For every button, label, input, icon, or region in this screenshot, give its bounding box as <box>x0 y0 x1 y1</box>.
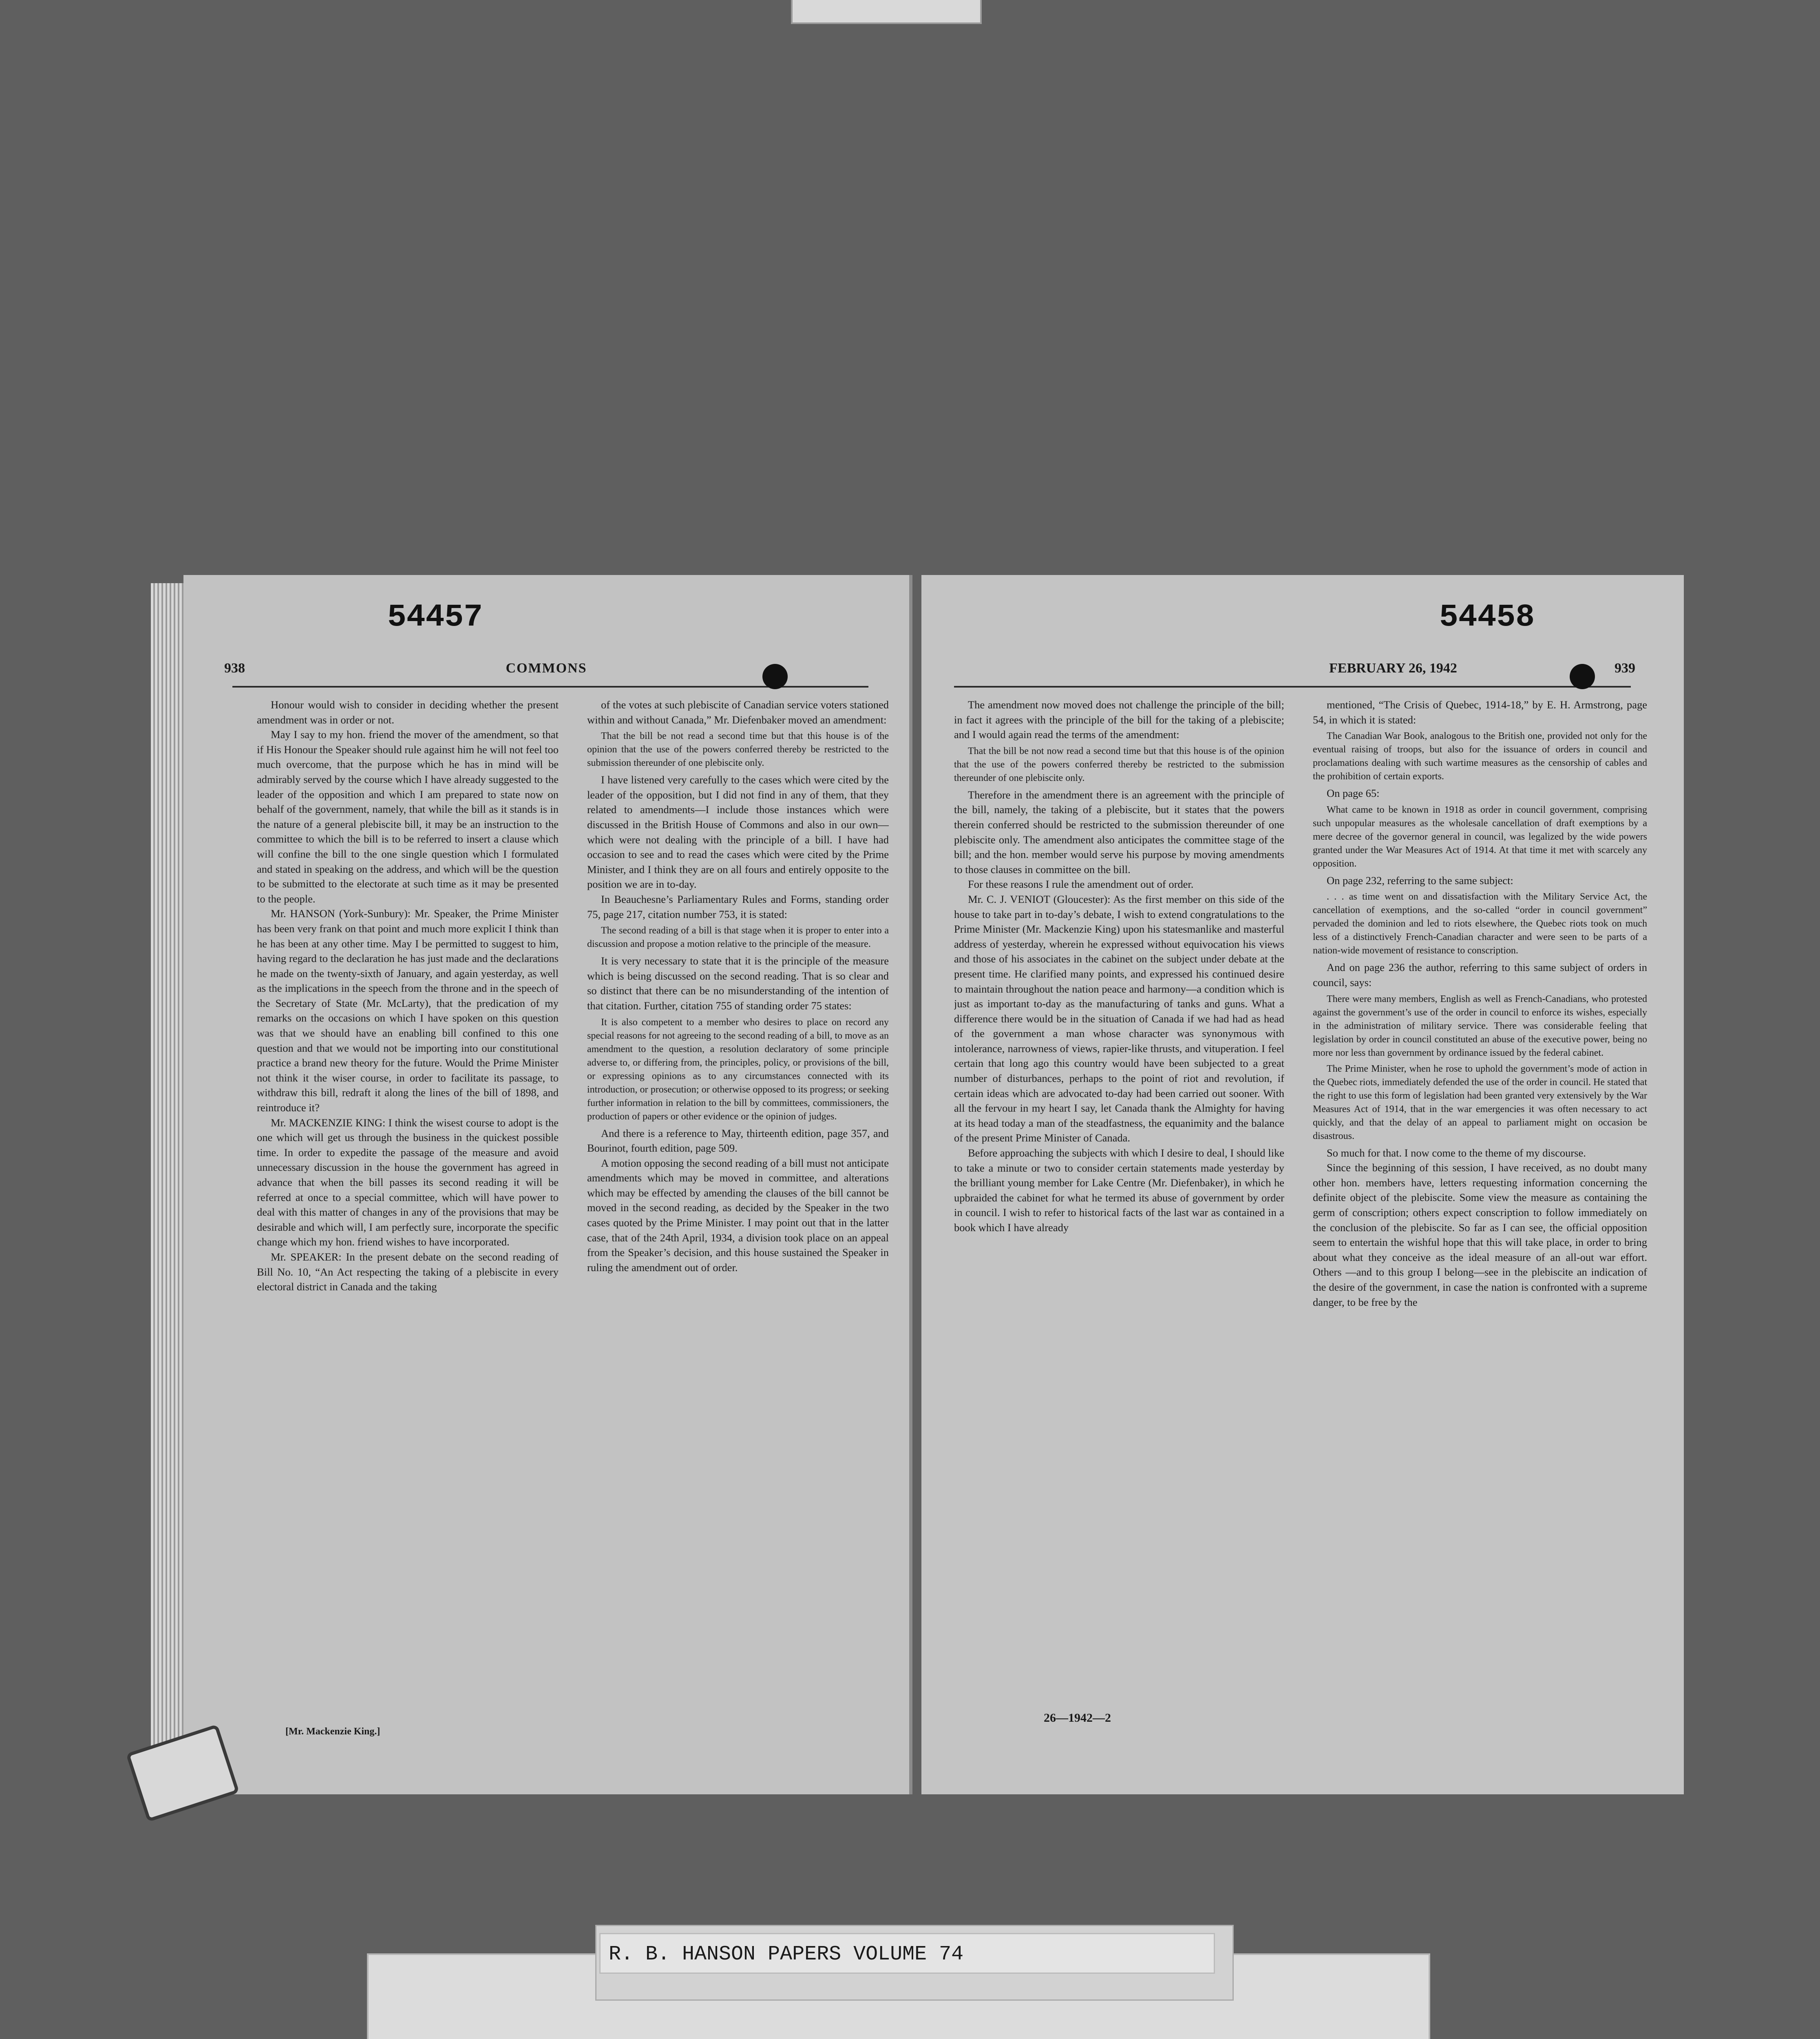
right-header: FEBRUARY 26, 1942 <box>1329 661 1457 676</box>
paragraph: It is also competent to a member who desires to place on record any special reasons for not agreeing to the second reading of a bill, to move as an amendment to the question, a resolution declaratory of some principle adverse to, or differing from, the principles, policy, or provisions of the bill, or expressing opinions as to any circumstances connected with its introduction, or prosecution; or otherwise opposed to its progress; or seeking further information in relation to the bill by committees, commissioners, the production of papers or other evidence or the opinion of judges. <box>587 1017 889 1122</box>
paragraph: The amendment now moved does not challenge the principle of the bill; in fact it agrees with the principle of the bill for the taking of a plebiscite; and I would again read the terms of the amendment: <box>954 699 1284 741</box>
volume-label: R. B. HANSON PAPERS VOLUME 74 <box>599 1933 1215 1974</box>
left-running-head <box>183 661 909 685</box>
paragraph: It is very necessary to state that it is the principle of the measure which is being discussed on the second reading. That is so clear and so distinct that there can be no misunderstanding of the intention of that citation. Further, citation 755 of standing order 75 states: <box>587 955 889 1012</box>
paragraph: A motion opposing the second reading of a bill must not anticipate amendments which may be moved in committee, and alterations which may be effected by amending the clauses of the bill cannot be moved in the second reading, as decided by the Speaker in the two cases quoted by the Prime Minister. I may point out that in the latter case, that of the 24th April, 1934, a division took place on an appeal from the Speaker’s decision, and this house sustained the Speaker in ruling the amendment out of order. <box>587 1157 889 1274</box>
paragraph: Mr. HANSON (York-Sunbury): Mr. Speaker, the Prime Minister has been very frank on that point and much more explicit I think than he has been at any other time. May I be permitted to suggest to him, having regard to the declaration he has just made and the declarations he made on the twenty-sixth of January, and again yesterday, as well as the implications in the speech from the throne and in the speech of the Secretary of State (Mr. McLarty), that the predication of my remarks on the occasions on which I have spoken on this question was that we should have an enabling bill confined to this one question and that we would not be importing into our constitutional practice a brand new theory for the future. Would the Prime Minister not think it the wiser course, in order to facilitate its passage, to withdraw this bill, redraft it along the lines of the bill of 1898, and reintroduce it? <box>257 907 559 1114</box>
paragraph: There were many members, English as well as French-Canadians, who protested against the government’s use of the order in council to enforce its wishes, especially in the administration of military service. There was considerable feeling that legislation by order in council constituted an abuse of the executive power, being no more nor less than government by ordinance issued by the federal cabinet. <box>1313 993 1647 1058</box>
paragraph: And there is a reference to May, thirteenth edition, page 357, and Bourinot, fourth edition, page 509. <box>587 1127 889 1154</box>
right-footer: 26—1942—2 <box>1044 1711 1111 1725</box>
right-column-2 <box>1313 697 1647 1745</box>
paragraph: . . . as time went on and dissatisfaction with the Military Service Act, the cancellation of exemptions, and the so-called “order in council government” pervaded the dominion and led to riots elsewhere, the Quebec riots took on much less of a distinctively French-Canadian character and were seen to be parts of a nation-wide movement of resistance to conscription. <box>1313 891 1647 956</box>
left-header: COMMONS <box>506 661 587 676</box>
paragraph: On page 232, referring to the same subject: <box>1327 874 1513 887</box>
left-binder-hole <box>762 664 788 689</box>
paragraph: The Prime Minister, when he rose to uphold the government’s mode of action in the Quebec riots, immediately defended the use of the order in council. He stated that the right to use this form of legislation had been granted very extensively by the War Measures Act of 1914, that in the war emergencies it was often necessary to act quickly, and that the delay of an appeal to parliament might on occasion be disastrous. <box>1313 1063 1647 1141</box>
right-stamp-number: 54458 <box>1439 599 1535 635</box>
paragraph: Before approaching the subjects with which I desire to deal, I should like to take a minute or two to consider certain statements made yesterday by the brilliant young member for Lake Centre (Mr. Diefenbaker), in which he upbraided the cabinet for what he termed its abuse of government by order in council. I wish to refer to historical facts of the last war as contained in a book which I have already <box>954 1147 1284 1234</box>
paragraph: Mr. C. J. VENIOT (Gloucester): As the first member on this side of the house to take part in to-day’s debate, I wish to extend congratulations to the Prime Minister (Mr. Mackenzie King) upon his statesmanlike and masterful address of yesterday, wherein he expressed without equivocation his views and those of his associates in the cabinet on the subject under debate at the present time. He clarified many points, and expressed his continued desire to maintain throughout the nation peace and harmony—a condition which is just as important to-day as the manufacturing of tanks and guns. What a difference there would be in the situation of Canada if we had had as head of the government a man whose character was synonymous with intolerance, narrowness of views, rapier-like thrusts, and vituperation. I feel certain that long ago this country would have been subjected to a great number of disturbances, perhaps to the point of riot and revolution, if certain ideas which are advocated to-day had been carried out sooner. With all the fervour in my heart I say, let Canada thank the Almighty for having at its head today a man of the steadfastness, the equanimity and the balance of the present Prime Minister of Canada. <box>954 893 1284 1144</box>
right-running-head <box>921 661 1684 685</box>
left-page <box>183 575 912 1794</box>
paragraph: I have listened very carefully to the cases which were cited by the leader of the opposition, but I did not find in any of them, that they related to amendments—I include those instances which were discussed in the British House of Commons and also in our own—which were not dealing with the principle of a bill. I have had occasion to see and to read the cases which were cited by the Prime Minister, and I think they are on all fours and entirely opposite to the position we are in to-day. <box>587 774 889 891</box>
right-binder-hole <box>1570 664 1595 689</box>
right-column-1 <box>954 697 1284 1745</box>
paragraph: For these reasons I rule the amendment out of order. <box>968 878 1194 891</box>
paragraph: On page 65: <box>1327 787 1380 800</box>
paragraph: What came to be known in 1918 as order in council government, comprising such unpopular measures as the wholesale cancellation of draft exemptions by a mere decree of the governor general in council, was legalized by the wide powers granted under the War Measures Act of 1914. At that time it met with scarcely any opposition. <box>1313 804 1647 869</box>
left-stamp-number: 54457 <box>387 599 483 635</box>
left-footer: [Mr. Mackenzie King.] <box>285 1726 380 1737</box>
left-page-number: 938 <box>224 661 245 676</box>
paragraph: The Canadian War Book, analogous to the British one, provided not only for the eventual raising of troops, but also for the issuance of orders in council and proclamations dealing with such wartime measures as the censorship of cables and the prohibition of certain exports. <box>1313 731 1647 782</box>
open-book <box>151 559 1684 1823</box>
left-column-2 <box>587 697 889 1745</box>
paragraph: Mr. MACKENZIE KING: I think the wisest course to adopt is the one which will get us through the business in the quickest possible time. In order to expedite the passage of the measure and avoid unnecessary discussion in the house the government has agreed in advance that when the bill passes its second reading it will be referred at once to a special committee, which will have power to deal with this matter of changes in any of the provisions that may be desirable and which will, I am perfectly sure, incorporate the specific change which my hon. friend wishes to have incorporated. <box>257 1116 559 1248</box>
left-column-1 <box>257 697 559 1745</box>
paragraph: Honour would wish to consider in deciding whether the present amendment was in order or not. <box>257 699 559 726</box>
paragraph: May I say to my hon. friend the mover of the amendment, so that if His Honour the Speaker should rule against him he will not feel too much overcome, that the purpose which he has in mind will be admirably served by the course which I have already suggested to the leader of the opposition and which I am prepared to state now on behalf of the government, namely, that while the bill as it stands is in the nature of a general plebiscite bill, it may be an instruction to the committee to which the bill is to be referred to insert a clause which will confine the bill to the one single question which I formulated and stated in speaking on the address, and which will be the question to be submitted to the electorate at such time as it may be presented to the people. <box>257 728 559 905</box>
page-edges <box>151 583 188 1770</box>
paragraph: In Beauchesne’s Parliamentary Rules and Forms, standing order 75, page 217, citation number 753, it is stated: <box>587 893 889 920</box>
paragraph: That the bill be not now read a second time but that this house is of the opinion that the use of the powers conferred thereby be restricted to the submission thereunder of one plebiscite only. <box>954 745 1284 783</box>
right-page-number: 939 <box>1615 661 1635 676</box>
paragraph: And on page 236 the author, referring to this same subject of orders in council, says: <box>1313 961 1647 989</box>
paragraph: Therefore in the amendment there is an agreement with the principle of the bill, namely, the taking of a plebiscite, but it states that the powers therein conferred should be restricted to the submission thereunder of one plebiscite only. The amendment also anticipates the committee stage of the bill; and the hon. member would serve his purpose by moving amendments to those clauses in committee on the bill. <box>954 788 1284 876</box>
paragraph: That the bill be not read a second time but that this house is of the opinion that the use of the powers conferred thereby be restricted to the submission thereunder of one plebiscite only. <box>587 731 889 769</box>
paragraph: So much for that. I now come to the theme of my discourse. <box>1327 1146 1586 1159</box>
paragraph: The second reading of a bill is that stage when it is proper to enter into a discussion and propose a motion relative to the principle of the measure. <box>587 925 889 950</box>
right-header-rule <box>954 686 1631 688</box>
paragraph: Since the beginning of this session, I have received, as no doubt many other hon. members have, letters requesting information concerning the definite object of the plebiscite. Some view the measure as containing the germ of conscription; others expect conscription to follow immediately on the conclusion of the plebiscite. So far as I can see, the official opposition seem to entertain the wishful hope that this will take place, in order to bring about what they conceive as the ideal measure of an all-out war effort. Others —and to this group I belong—see in the plebiscite an indication of the desire of the government, in case the nation is confronted with a supreme danger, to be free by the <box>1313 1161 1647 1308</box>
paragraph: Mr. SPEAKER: In the present debate on the second reading of Bill No. 10, “An Act respecting the taking of a plebiscite in every electoral district in Canada and the taking <box>257 1250 559 1293</box>
top-paper-tab <box>791 0 982 24</box>
paragraph: mentioned, “The Crisis of Quebec, 1914-18,” by E. H. Armstrong, page 54, in which it is stated: <box>1313 699 1647 726</box>
paragraph: of the votes at such plebiscite of Canadian service voters stationed within and without Canada,” Mr. Diefenbaker moved an amendment: <box>587 699 889 726</box>
right-page <box>921 575 1684 1794</box>
